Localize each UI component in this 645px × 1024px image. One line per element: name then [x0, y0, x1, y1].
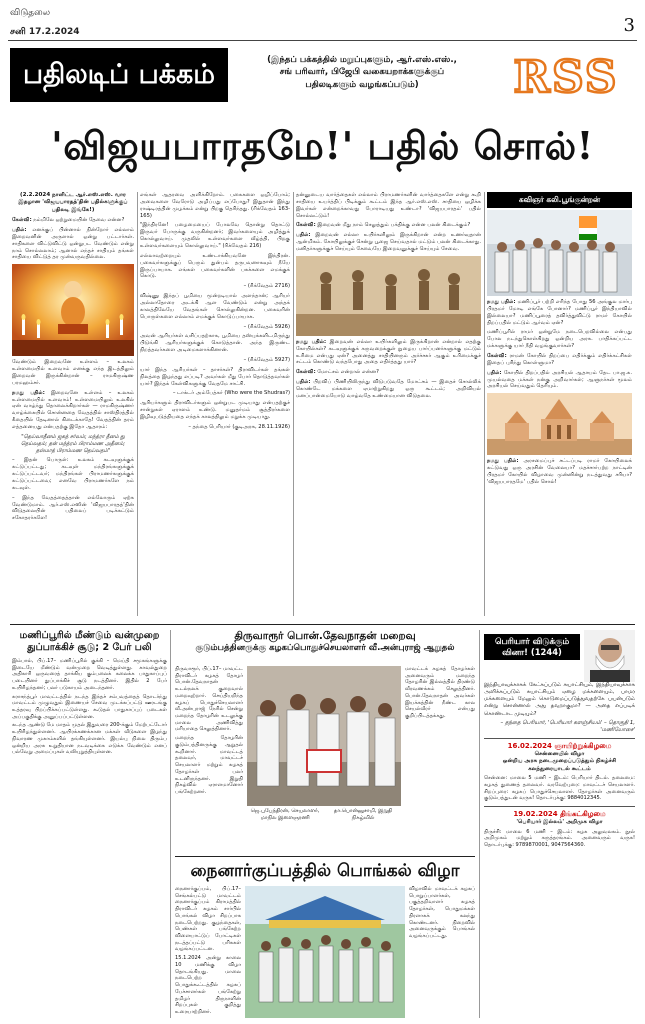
citation: – (ரிக்வேதம் 5926)	[243, 323, 290, 330]
answer-1	[12, 227, 134, 261]
author-byline: கவிஞர் கலி.பூங்குன்றன்	[487, 192, 632, 208]
citation: – டாக்டர் அம்பேத்கர் (Who were the Shudras?)	[172, 390, 290, 397]
our-answer-4	[487, 458, 632, 485]
manipur-headline: மணிப்பூரில் மீண்டும் வன்முறை துப்பாக்கிச் சூடு; 2 பேர் பலி	[19, 630, 160, 653]
paragraph: 15.1.2024 அன்று காலை 10 மணிக்கு விழா தொடங்கியது. மாலை நடைபெற்ற பொதுக்கூட்டத்தில் கழகப் பேச்சாளர்கள் பங்கேற்று தமிழர் திருநாளின் சிறப்புகள் குறித்து உரையாற்றினர்.	[175, 955, 241, 1015]
masthead-rule	[8, 40, 637, 41]
paper-name: விடுதலை	[10, 8, 51, 18]
answer-text: பிறவிப் பிணியிலிருந்து விடுபடுவதே மோட்சம் — இதைச் சொல்லிக் கொண்டே மக்களை ஏமாற்றுகிறது ஒரு கூட்டம்; அறிவியல் மனப்பான்மையோடு வாழ்வதே உண்மையான விடுதலை.	[296, 379, 481, 399]
headline: 'விஜயபாரதமே!' பதில் சொல்!	[51, 122, 594, 168]
thiruvarur-story	[175, 630, 475, 853]
section-note-line1: (இந்தப் பக்கத்தில் மறுப்புகளும், ஆர்.எஸ்.எஸ்.,	[267, 55, 457, 65]
periyar-column	[484, 630, 635, 1018]
event-2-date: 19.02.2024 திங்கட்கிழமை	[513, 810, 606, 819]
rss-logo-icon	[498, 50, 635, 100]
thiruvarur-body-left	[175, 666, 243, 853]
column-divider	[479, 630, 480, 1018]
our-answer-label: நமது பதில்:	[487, 458, 519, 465]
question-2	[296, 222, 481, 229]
periyar-header	[484, 630, 635, 682]
paragraph: எல்லாவற்றையும் உண்டாக்கியவனே இந்திரன். பகைவர்களுக்குப் பெரும் துன்பம் தருபவனாகவும் நீயே இருப்பாயாக. எங்கள் பகைவர்களின் பசுக்களை எமக்குக் கொடு.	[140, 252, 290, 280]
paragraph: மணிப்பூரில் ராமர் ஒன்றுமே நடைபெறவில்லை என்பது போல நடந்துகொள்கிறது ஒன்றிய அரசு. பாதிக்கப்பட்ட மக்களுக்கு யார் நீதி வழங்குவார்கள்?	[487, 329, 632, 350]
event-1-date: 16.02.2024 ஞாயிற்றுக்கிழமை	[507, 741, 612, 750]
divider	[484, 738, 635, 739]
our-answer-label: நமது பதில்:	[12, 389, 45, 396]
masthead	[8, 4, 637, 42]
paragraph: வேண்டும் இறைவனே உள்ளம் – உலகம் உள்ளமையில் உளவாம் எனக்கு எந்த இடத்திலும் இறைவன் இருக்கின்றான் – ராமகிருஷ்ண பரமஹம்சர்.	[12, 359, 134, 386]
veda-quote: "தெய்வாதீனம் ஜகத் சர்வம்; மந்த்ரா தீனம் து தெய்வதம்; தன் மந்த்ரம் பிராம்மண அதீனம்; தஸ்மாத் பிராம்மண தெய்வதம்"	[20, 433, 126, 454]
section-note-line2: சங் பரிவார், பிஜேபி வகையறாக்களுக்குப்	[279, 67, 445, 78]
illustration-icon	[12, 264, 134, 356]
answer-label: பதில்:	[296, 232, 311, 239]
article-column-4	[487, 210, 632, 616]
question-text: ராமன் கோயில் திறப்பை எதிர்க்கும் எதிர்க்கட்சிகள் இதைப் புரிந்து கொள்ளுமா?	[487, 353, 632, 366]
our-answer-label: நமது பதில்:	[296, 338, 327, 345]
our-answer-label: நமது பதில்:	[487, 299, 516, 305]
question-label: கேள்வி:	[487, 353, 507, 360]
rss-logo-text: RSS	[513, 52, 619, 100]
answer-4	[487, 370, 632, 391]
sculpture-photo	[296, 256, 481, 336]
pongal-story	[175, 860, 475, 1018]
pongal-headline: நைனார்குப்பத்தில் பொங்கல் விழா	[190, 861, 460, 881]
paragraph: இம்பால், பிப்.17– மணிப்பூரில் குக்கி – மெய்தி சமூகங்களுக்கு இடையே மீண்டும் வன்முறை வெடித்துள்ளது. காவல்துறை அதிகாரி ஒருவரைத் தாக்கிய கும்பலைக் கலைக்க பாதுகாப்புப் படையினர் துப்பாக்கிச் சூடு நடத்தினர். இதில் 2 பேர் உயிரிழந்தனர்; பலர் படுகாயம் அடைந்தனர்.	[12, 657, 167, 691]
pongal-photo	[245, 886, 405, 1018]
our-answer-3	[487, 299, 632, 326]
question-text: இறைவன் மீது நாம் செலுத்தும் பக்திக்கு என்ன பலன் கிடைக்கும்?	[317, 222, 471, 229]
thiruvarur-headline-2: குடும்பத்தினருக்கு கழகப்பொதுச்செயலாளர் வீ.அன்புராஜ் ஆறுதல்	[195, 643, 455, 654]
manipur-body	[12, 658, 167, 756]
article-column-2	[140, 192, 290, 616]
column-divider	[293, 192, 294, 616]
paragraph: – இதன் பொருள்: உலகம் கடவுளுக்குக் கட்டுப்பட்டது; கடவுள் மந்திரங்களுக்குக் கட்டுப்பட்டவர்; மந்திரங்கள் பிராமணர்களுக்குக் கட்டுப்பட்டவை; எனவே பிராமணர்களே நம் கடவுள்.	[12, 457, 134, 491]
paragraph: சுராசந்த்பூர் மாவட்டத்தில் நடந்த இந்தச் சம்பவத்தைத் தொடர்ந்து மாவட்டம் முழுவதும் இணையச் சேவை முடக்கப்பட்டு ஊரடங்கு உத்தரவு பிறப்பிக்கப்பட்டுள்ளது. கூடுதல் பாதுகாப்புப் படைகள் அப்பகுதிக்கு அனுப்பப்பட்டுள்ளன.	[12, 693, 167, 720]
pongal-body-left	[175, 886, 241, 1018]
answer-2	[296, 232, 481, 253]
people-group-icon	[487, 210, 632, 296]
citation: – தந்தை பெரியார் (குடிஅரசு, 28.11.1926)	[188, 423, 290, 430]
manipur-story	[12, 630, 167, 1018]
paragraph: விஷ்ணு இந்தப் பூமியை மூன்றடியால் அளந்தான்; ஆரியர் அல்லாதோரை அடக்கி ஆள வேண்டும் என்று அந்தக் காலத்திலேயே வேதங்கள் சொல்லுகின்றன. பகைவரின் பொருள்களை எல்லாம் எமக்குக் கொடுப்பாயாக.	[140, 293, 290, 320]
temple-photo	[487, 393, 632, 455]
column-divider	[137, 192, 138, 616]
section-banner	[10, 48, 635, 102]
paragraph: – இந்த வேதத்தைத்தான் எல்லோரும் ஏற்க வேண்டுமாம். ஆர்.எஸ்.எஸின் 'விஜயபாரதத்'தின் விடுதலையின் பதிலைப் படிக்கட்டும் சகோதரர்களே!	[12, 494, 134, 522]
question-label: கேள்வி:	[296, 222, 316, 229]
photo-caption-2: தா.பொன்னுசாமி, இறுதி நிகழ்வில்	[333, 808, 393, 821]
citation: – (ரிக்வேதம் 2716)	[243, 283, 290, 290]
question-1	[12, 217, 134, 224]
periyar-source: – தந்தை பெரியார், 'பெரியார் களஞ்சியம்' – தொகுதி 1, 'மணியோசை'	[500, 719, 635, 733]
mourning-group-icon	[247, 666, 401, 806]
paragraph: திருவாரூர், பிப்.17– மாவட்ட திராவிடர் கழகத் தோழர் பொன்.தேவநாதன் உடல்நலக் குறைவால் மறைவுற்றார். செய்தியறிந்த கழகப் பொதுச்செயலாளர் வீ.அன்புராஜ் நேரில் சென்று மறைந்த தோழரின் உடலுக்கு மாலை அணிவித்து மரியாதை செலுத்தினார்.	[175, 666, 243, 733]
divider	[484, 806, 635, 807]
story-rule	[175, 856, 475, 857]
question-text: மோட்சம் என்றால் என்ன?	[317, 369, 379, 376]
question-text: நம்மிலே ஒற்றுமையின் தேவை என்ன?	[33, 217, 125, 224]
paragraph: தன்னுடைய வார்த்தைகள் எல்லாம் பிராமணர்களின் வார்த்தைகளே என்று கூறி சாதியை உயர்த்திப் பிடிக்கும் கூட்டம் இந்த ஆர்.எஸ்.எஸ். சாதியை ஒழிக்க இவர்கள் என்றைக்காவது போராடியது உண்டா? 'விஜயபாரதம்' பதில் சொல்லட்டும்!	[296, 192, 481, 219]
pongal-event-icon	[245, 886, 405, 1018]
photo-caption-1: ஜெ.புபேந்திரன், செயலாளர், மாநில இளைஞரணி	[250, 808, 320, 821]
periyar-portrait-icon	[584, 630, 635, 682]
issue-date: சனி 17.2.2024	[10, 27, 80, 37]
pongal-body-right	[409, 886, 475, 1018]
event-1-subtitle: சென்னையில் விழா	[534, 751, 585, 758]
paragraph: விழாவில் மாவட்டக் கழகப் பொறுப்பாளர்கள், பகுத்தறிவாளர் கழகத் தோழர்கள், பொதுமக்கள் திரளாகக் கலந்து கொண்டனர். நிறைவில் அனைவருக்கும் பொங்கல் வழங்கப்பட்டது.	[409, 886, 475, 940]
article-column-3	[296, 192, 481, 616]
temple-icon	[487, 393, 632, 455]
event-2-body: திருச்சி: மாலை 6 மணி – இடம்: கழக அலுவலகம். நூல் அறிமுகம் மற்றும் கருத்தரங்கம். அனைவரும் வருக! தொடர்புக்கு: 9789870001, 9047564360.	[484, 828, 635, 849]
paragraph: கடந்த ஆண்டு மே மாதம் முதல் இதுவரை 200-க்கும் மேற்பட்டோர் உயிரிழந்துள்ளனர். ஆயிரக்கணக்கான மக்கள் வீடுகளை இழந்து நிவாரண முகாம்களில் தங்கியுள்ளனர். இயல்பு நிலை திரும்ப ஒன்றிய அரசு உறுதியான நடவடிக்கை எடுக்க வேண்டும் எனப் பல்வேறு அமைப்புகள் வலியுறுத்தியுள்ளன.	[12, 722, 167, 756]
paragraph: மாவட்டக் கழகத் தோழர்கள் அனைவரும் மறைந்த தோழரின் இல்லத்தில் திரண்டு வீரவணக்கம் செலுத்தினர். பொன்.தேவநாதன் அவர்கள் இயக்கத்தின் நீண்ட கால செயல்வீரர் என்பது குறிப்பிடத்தக்கது.	[405, 666, 475, 720]
answer-label: பதில்:	[296, 379, 311, 386]
leaders-photo	[487, 210, 632, 296]
event-2-subtitle: 'பெரியார் இல்லம்' அறிமுக விழா	[516, 819, 603, 826]
question-label: கேள்வி:	[12, 217, 32, 224]
paragraph: அவன் ஆரியர்கள் வசிப்பதற்காக, பூமியை தஸ்யுக்களிடமிருந்து பிடுங்கி ஆரியர்களுக்குக் கொடுத்தான். அந்த இருண்ட நிறத்தவர்களை அடிமைகளாக்கினான்.	[140, 333, 290, 354]
our-answer-text: மணிப்பூர் பற்றி எரிந்த போது 56 அங்குல மார்பு பிரதமர் மோடி எங்கே போனார்? மணிப்பூர் இந்தியாவில் இல்லையா? மணிப்பூரைத் தவிர்த்துவிட்டு ராமர் கோயில் திறப்பதில் மட்டும் ஆர்வம் ஏன்?	[487, 299, 632, 326]
paragraph: "இந்திரனே! பழைமையைப் போலவே தொன்று தொட்டு இருவர் போருக்கு வருகின்றனர்; இவர்களையும் அழித்துக் கொல்லுவாய். முதலில் உள்ளவர்களை வீழ்த்தி, பிறகு உள்ளவர்களையும் கொல்லுவாய்." (ரிக்வேதம் 216)	[140, 222, 290, 250]
answer-text: கோயில் திறப்பதில் அரசியல் ஆதாயம் தேட பா.ஜ.க. முயல்வதை மக்கள் நன்கு அறிவார்கள்; ஆளுநர்கள் மூலம் அரசியல் செய்வதும் தெரியும்.	[487, 369, 632, 390]
our-answer-text: அரசமைப்புச் சட்டப்படி ராமர் கோயிலைக் கட்டுவது ஒரு அரசின் வேலையா? மதச்சார்பற்ற நாட்டின் பிரதமர் கோயில் விழாவை முன்னின்று நடத்துவது சரியா? 'விஜயபாரதமே' பதில் சொல்!	[487, 458, 632, 485]
article-intro: (2.2.2024 நாளிட்ட ஆர்.எஸ்.எஸ். வார இதழான 'விஜயபாரதத்'தின் பதில்களுக்குப் பதிலடி இங்கே!)	[18, 192, 128, 213]
periyar-body	[484, 682, 635, 734]
answer-label: பதில்:	[12, 226, 27, 233]
question-4	[487, 353, 632, 367]
section-title: பதிலடிப் பக்கம்	[10, 48, 228, 102]
periyar-quote: இந்தியாவுக்காகக் கேட்கப்படும் சுயாட்சியும், இந்தியாவுக்காக அளிக்கப்படும் சுயாட்சியும் ஏழை மக்களையும், பாமர மக்களையும் மேலும் கொடுமைப்படுத்துவதற்கே பயன்படும் என்று சொன்னால் அது தவறாகுமா? — அதை எப்படிக் கொண்டாட முடியும்?	[484, 682, 635, 717]
section-rule	[10, 624, 635, 625]
paragraph: ஆரியர்களும் திராவிடர்களும் ஒன்றுபட முடியாது என்பதற்குச் சான்றுகள் ஏராளம் உண்டு. மனுதர்மம் சூத்திரர்களை இழிவுபடுத்தியதை எந்தக் காலத்திலும் மறுக்க முடியாது.	[140, 400, 290, 421]
our-answer-1	[12, 390, 134, 431]
section-note-line3: பதிலடிகளும் வழங்கப்படும்)	[305, 79, 419, 90]
ramakrishna-illustration	[12, 264, 134, 356]
periyar-box-title: பெரியார் விடுக்கும் வினா! (1244)	[484, 634, 580, 660]
question-label: கேள்வி:	[296, 369, 316, 376]
our-answer-text: இறைவன் எல்லா உயிர்களிலும் இருக்கிறான் என்றால் எதற்கு கோயில்கள்? கடவுளுக்குக் கருவறைக்குள் நுழைய பார்ப்பனர்களுக்கு மட்டும் உரிமை என்பது ஏன்? அனைத்து சாதியினரும் அர்ச்சகர் ஆகும் உரிமைக்குச் சட்டம் கொண்டு வந்தபோது அதை எதிர்த்தது யார்?	[296, 338, 481, 366]
column-divider	[484, 192, 485, 616]
answer-label: பதில்:	[487, 369, 502, 376]
event-1-title: ஒன்றிய அரசு நடைமுறைப்படுத்தும் நிகழ்ச்சி கலந்துரையாடல் கூட்டம்	[502, 758, 617, 772]
column-divider	[170, 630, 171, 1018]
thiruvarur-photo	[247, 666, 401, 806]
thiruvarur-body-right	[405, 666, 475, 853]
event-1-body: சென்னை: மாலை 5 மணி – இடம்: பெரியார் திடல். தலைமை: கழகத் துணைத் தலைவர். வரவேற்புரை: மாவட்டச் செயலாளர். சிறப்புரை: கழகப் பொதுச்செயலாளர். தோழர்கள் அனைவரும் குடும்பத்துடன் வருக! தொடர்புக்கு: 9884012345.	[484, 775, 635, 802]
paragraph: மறைந்த தோழரின் குடும்பத்தினருக்கு ஆறுதல் கூறினார். மாவட்டத் தலைவர், மாவட்டச் செயலாளர் மற்றும் கழகத் தோழர்கள் பலர் உடனிருந்தனர். இறுதி நிகழ்வில் ஏராளமானோர் பங்கேற்றனர்.	[175, 735, 243, 795]
paragraph: நைனார்குப்பம், பிப்.17– செங்கல்பட்டு மாவட்டம் நைனார்குப்பம் கிராமத்தில் திராவிடர் கழகம் சார்பில் பொங்கல் விழா சிறப்பாக நடைபெற்றது. குழந்தைகள், பெண்கள் பங்கேற்ற விளையாட்டுப் போட்டிகள் நடத்தப்பட்டு பரிசுகள் வழங்கப்பட்டன.	[175, 886, 241, 953]
citation: – (ரிக்வேதம் 5927)	[243, 357, 290, 364]
section-note	[244, 54, 480, 91]
answer-3	[296, 379, 481, 400]
page-number: 3	[623, 15, 635, 36]
our-answer-text: இறைவனே உள்ளம் – உலகம் உள்ளமையில் உளவாம்! உள்ளமையிலும் உலகில் ஏன் வாழ்ந்து தொலைக்கிறார்கள் — ராமகிருஷ்ணர் வாழ்க்கையில் சொன்னதை வேதத்தில் சாஸ்திரத்தில் கீதையில் தேடினால் கிடைக்காதே! வேதத்தின் தரம் எத்தனையது என்பதற்கு இதோ ஆதாரம்:	[12, 389, 134, 431]
our-answer-2	[296, 339, 481, 366]
answer-text: இறைவன் எல்லா உயிர்களிலும் இருக்கிறான் என்ற உணர்வுதான் ஆன்மிகம். கோயிலுக்குச் சென்று பூஜை செய்வதால் மட்டும் பலன் கிடைக்காது. மனிதர்களுக்குச் செய்யும் சேவையே இறைவனுக்குச் செய்யும் சேவை.	[296, 232, 481, 253]
question-3	[296, 369, 481, 376]
sculpture-icon	[296, 256, 481, 336]
paragraph: எங்கள் ஆதரவை அளிக்கிறோம். பகைகளை ஒழிப்போம்; அவைகளை வேரோடு அழிப்பது எப்போது? இதுதான் இந்து ராஷ்டிரத்தின் முழக்கம் என்று பிறகு தெரிந்தது. (ரிக்வேதம் 163-165)	[140, 192, 290, 219]
article-column-1	[12, 192, 134, 616]
paragraph: யார் இந்த ஆரியர்கள் – தாசர்கள்? திராவிடர்கள் தங்கள் நிலத்தை இழந்தது எப்படி? அவர்கள் மீது போர் தொடுத்தவர்கள் யார்? இந்தக் கேள்விகளுக்கு வேதமே சாட்சி.	[140, 366, 290, 387]
thiruvarur-headline-1: திருவாரூர் பொன்.தேவநாதன் மறைவு	[234, 630, 416, 642]
answer-text: எனக்குப் பின்னால் நின்றோர் எல்லாம் இறைவனின் அருளால் ஒன்று பட்டார்கள். சாதிகளை விட்டுவிட்டு ஒன்றுபட வேண்டும் என்று நாம் சொல்லலாம்; ஆனால் எந்தச் சாதியும் தங்கள் சாதியை விட்டுத் தர முன்வருவதில்லை.	[12, 226, 134, 261]
